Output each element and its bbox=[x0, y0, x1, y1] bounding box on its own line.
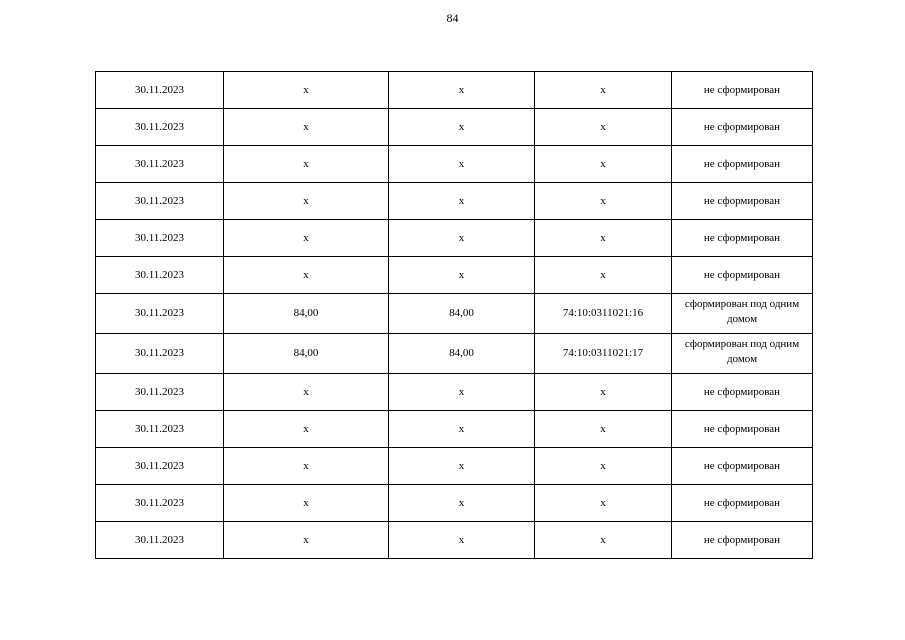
table-row bbox=[96, 220, 813, 257]
status-cell: не сформирован bbox=[672, 257, 813, 294]
date-cell: 30.11.2023 bbox=[96, 146, 224, 183]
area-cell-2: х bbox=[389, 257, 535, 294]
status-cell: не сформирован bbox=[672, 146, 813, 183]
date-cell: 30.11.2023 bbox=[96, 109, 224, 146]
area-cell: х bbox=[224, 146, 389, 183]
land-plot-table bbox=[95, 71, 813, 559]
date-cell: 30.11.2023 bbox=[96, 411, 224, 448]
date-cell: 30.11.2023 bbox=[96, 220, 224, 257]
area-cell-2: 84,00 bbox=[389, 294, 535, 334]
area-cell: х bbox=[224, 374, 389, 411]
status-cell: сформирован под одним домом bbox=[672, 294, 813, 334]
area-cell-2: 84,00 bbox=[389, 334, 535, 374]
date-cell: 30.11.2023 bbox=[96, 374, 224, 411]
table-row bbox=[96, 294, 813, 334]
table-row bbox=[96, 334, 813, 374]
table-row bbox=[96, 72, 813, 109]
cadastral-number-cell: х bbox=[535, 109, 672, 146]
area-cell: х bbox=[224, 257, 389, 294]
table-row bbox=[96, 411, 813, 448]
table-row bbox=[96, 522, 813, 559]
cadastral-number-cell: 74:10:0311021:17 bbox=[535, 334, 672, 374]
status-cell: не сформирован bbox=[672, 485, 813, 522]
status-cell: не сформирован bbox=[672, 411, 813, 448]
status-cell: не сформирован bbox=[672, 448, 813, 485]
date-cell: 30.11.2023 bbox=[96, 485, 224, 522]
area-cell-2: х bbox=[389, 411, 535, 448]
cadastral-number-cell: х bbox=[535, 374, 672, 411]
cadastral-number-cell: х bbox=[535, 183, 672, 220]
date-cell: 30.11.2023 bbox=[96, 183, 224, 220]
area-cell-2: х bbox=[389, 146, 535, 183]
cadastral-number-cell: х bbox=[535, 411, 672, 448]
table-row bbox=[96, 183, 813, 220]
date-cell: 30.11.2023 bbox=[96, 257, 224, 294]
cadastral-number-cell: х bbox=[535, 72, 672, 109]
status-cell: не сформирован bbox=[672, 522, 813, 559]
area-cell-2: х bbox=[389, 522, 535, 559]
area-cell-2: х bbox=[389, 220, 535, 257]
date-cell: 30.11.2023 bbox=[96, 448, 224, 485]
cadastral-number-cell: х bbox=[535, 220, 672, 257]
cadastral-number-cell: х bbox=[535, 485, 672, 522]
date-cell: 30.11.2023 bbox=[96, 522, 224, 559]
table-row bbox=[96, 109, 813, 146]
table-row bbox=[96, 448, 813, 485]
cadastral-number-cell: х bbox=[535, 257, 672, 294]
area-cell-2: х bbox=[389, 374, 535, 411]
table-row bbox=[96, 485, 813, 522]
table-row bbox=[96, 374, 813, 411]
table-body bbox=[96, 72, 813, 559]
area-cell-2: х bbox=[389, 485, 535, 522]
area-cell: х bbox=[224, 522, 389, 559]
table-row bbox=[96, 146, 813, 183]
status-cell: не сформирован bbox=[672, 220, 813, 257]
status-cell: не сформирован bbox=[672, 72, 813, 109]
area-cell: 84,00 bbox=[224, 334, 389, 374]
area-cell-2: х bbox=[389, 72, 535, 109]
area-cell-2: х bbox=[389, 448, 535, 485]
area-cell: х bbox=[224, 220, 389, 257]
page-number: 84 bbox=[446, 11, 459, 25]
area-cell: х bbox=[224, 183, 389, 220]
area-cell: х bbox=[224, 109, 389, 146]
area-cell: х bbox=[224, 72, 389, 109]
status-cell: не сформирован bbox=[672, 109, 813, 146]
status-cell: сформирован под одним домом bbox=[672, 334, 813, 374]
area-cell-2: х bbox=[389, 183, 535, 220]
status-cell: не сформирован bbox=[672, 183, 813, 220]
cadastral-number-cell: х bbox=[535, 146, 672, 183]
area-cell: 84,00 bbox=[224, 294, 389, 334]
date-cell: 30.11.2023 bbox=[96, 72, 224, 109]
date-cell: 30.11.2023 bbox=[96, 334, 224, 374]
cadastral-number-cell: 74:10:0311021:16 bbox=[535, 294, 672, 334]
cadastral-number-cell: х bbox=[535, 522, 672, 559]
date-cell: 30.11.2023 bbox=[96, 294, 224, 334]
area-cell: х bbox=[224, 411, 389, 448]
area-cell: х bbox=[224, 448, 389, 485]
area-cell: х bbox=[224, 485, 389, 522]
cadastral-number-cell: х bbox=[535, 448, 672, 485]
table-row bbox=[96, 257, 813, 294]
area-cell-2: х bbox=[389, 109, 535, 146]
status-cell: не сформирован bbox=[672, 374, 813, 411]
